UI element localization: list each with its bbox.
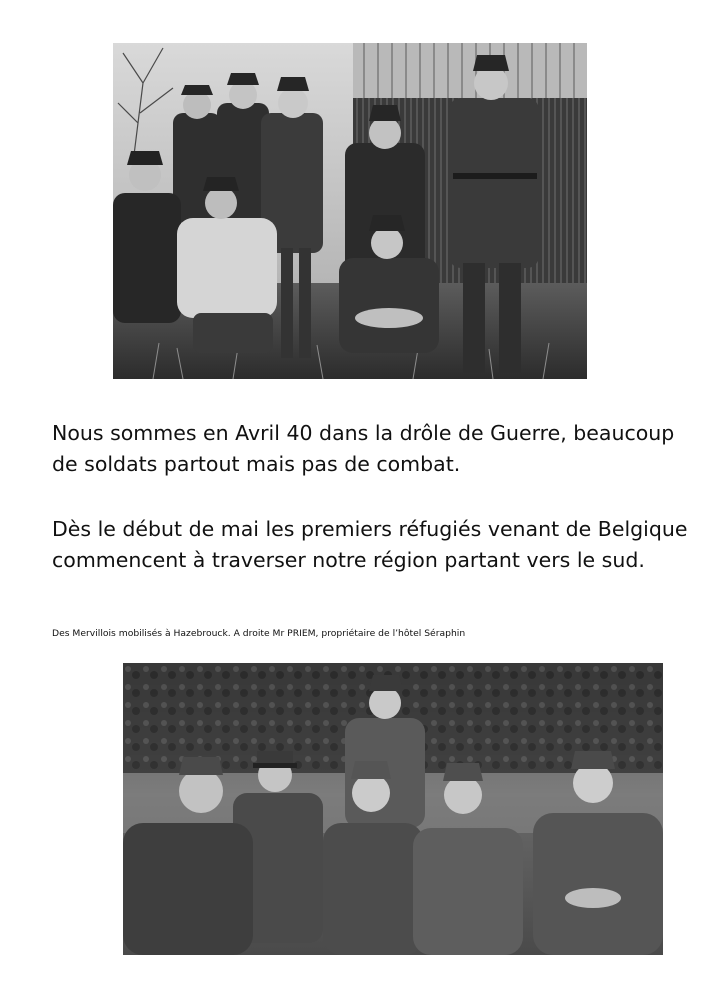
paragraph-line: commencent à traverser notre région partant vers le sud.: [52, 548, 645, 572]
paragraph-line: de soldats partout mais pas de combat.: [52, 452, 461, 476]
paragraph-line: Dès le début de mai les premiers réfugiés venant de Belgique: [52, 517, 688, 541]
group-photo-bottom: [123, 663, 663, 955]
photo-caption: Des Mervillois mobilisés à Hazebrouck. A droite Mr PRIEM, propriétaire de l’hôtel Séraphin: [52, 628, 466, 639]
group-photo-top: [113, 43, 587, 379]
group-photo-top-image: [113, 43, 587, 379]
group-photo-bottom-image: [123, 663, 663, 955]
paragraph-april-40: [52, 418, 682, 480]
paragraph-refugees: [52, 514, 688, 576]
paragraph-line: Nous sommes en Avril 40 dans la drôle de Guerre, beaucoup: [52, 421, 675, 445]
